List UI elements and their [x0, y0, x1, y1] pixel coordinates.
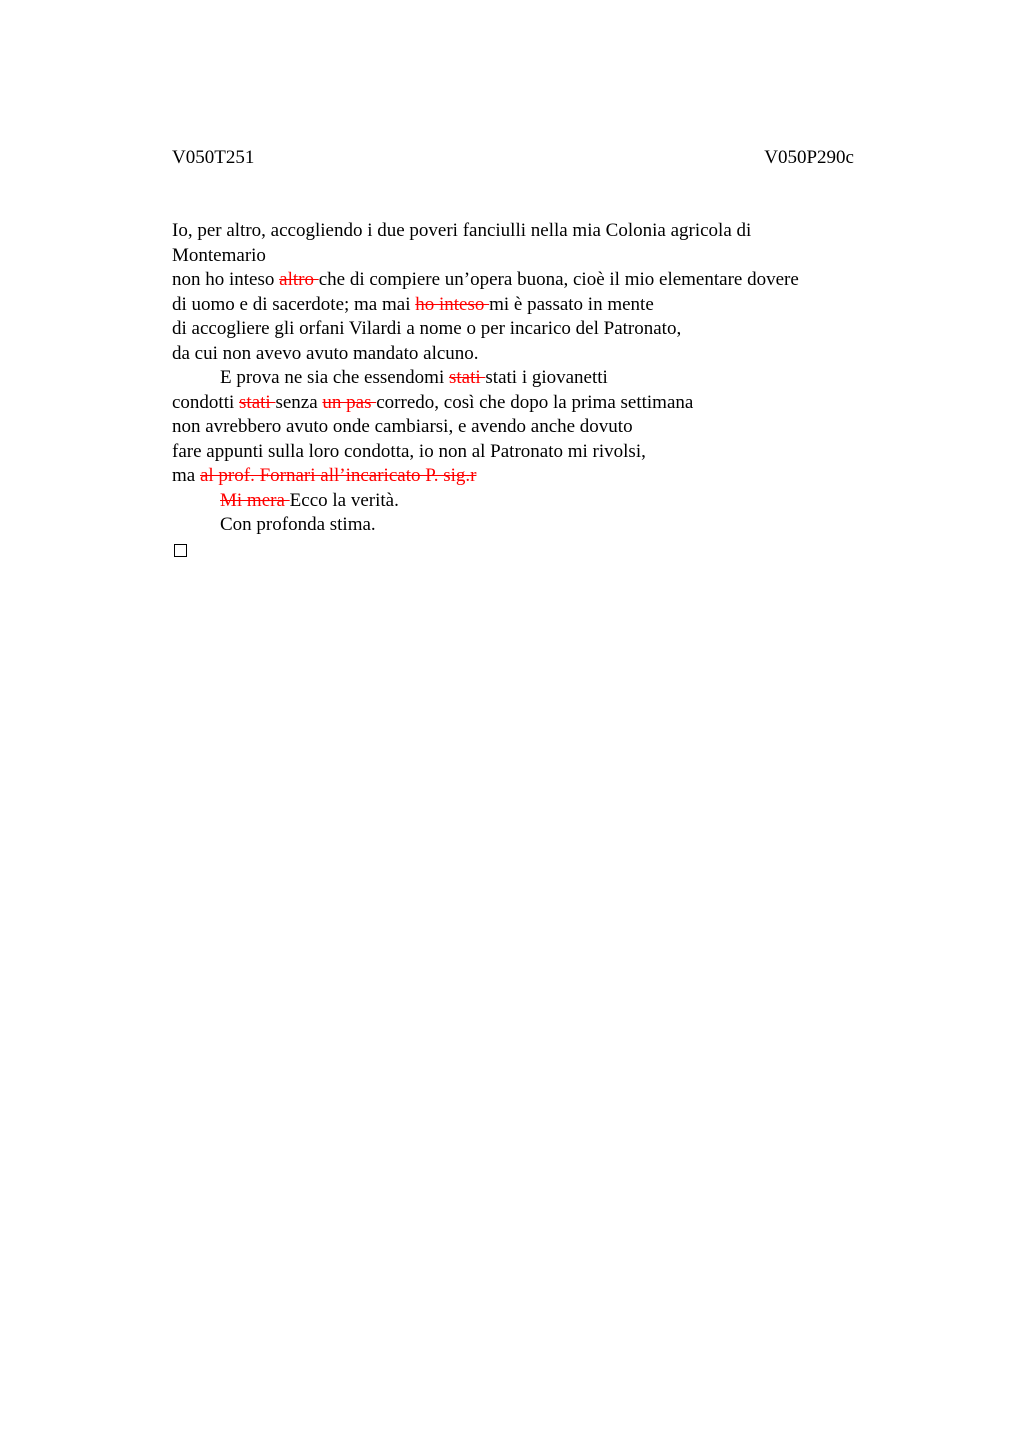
text-run: corredo, così che dopo la prima settimana — [376, 391, 694, 413]
document-code-right: V050P290c — [764, 147, 854, 168]
text-run: di uomo e di sacerdote; ma mai — [172, 293, 416, 315]
letter-body — [172, 219, 854, 557]
text-run: condotti — [172, 391, 240, 413]
text-run: fare appunti sulla loro condotta, io non al Patronato mi rivolsi, — [172, 440, 646, 462]
deleted-text: altro — [279, 269, 319, 290]
deleted-text: stati — [448, 367, 486, 388]
text-run: Io, per altro, accogliendo i due poveri fanciulli nella mia Colonia agricola di — [172, 220, 752, 241]
text-run: ma — [172, 465, 200, 486]
text-line — [172, 366, 854, 391]
deleted-text: stati — [239, 391, 276, 413]
text-run: senza — [275, 391, 323, 413]
text-line — [172, 489, 854, 514]
text-run: non ho inteso — [172, 269, 280, 290]
text-run: Ecco la verità. — [289, 489, 399, 511]
text-line — [172, 391, 854, 416]
text-line — [172, 219, 854, 244]
deleted-text: Mi mera — [220, 489, 290, 511]
text-run: da cui non avevo avuto mandato alcuno. — [172, 342, 479, 364]
page-header — [172, 146, 854, 170]
text-run: E prova ne sia che essendomi — [220, 367, 449, 388]
text-line — [172, 440, 854, 465]
text-run: non avrebbero avuto onde cambiarsi, e avendo anche dovuto — [172, 416, 633, 437]
text-line — [172, 244, 854, 269]
text-line — [172, 293, 854, 318]
document-code-left: V050T251 — [172, 147, 255, 168]
text-line — [172, 268, 854, 293]
closing-salutation: Con profonda stima. — [220, 514, 376, 535]
text-line — [172, 415, 854, 440]
text-line — [172, 464, 854, 489]
text-line — [172, 342, 854, 367]
text-run: mi è passato in mente — [489, 293, 654, 315]
text-run: che di compiere un’opera buona, cioè il mio elementare dovere — [318, 269, 799, 290]
text-run: stati i giovanetti — [485, 367, 608, 388]
deleted-text: al prof. Fornari all’incaricato P. sig.r — [199, 465, 477, 486]
checkbox-icon — [174, 544, 187, 557]
text-line — [172, 513, 854, 538]
text-line — [172, 317, 854, 342]
text-run: di accogliere gli orfani Vilardi a nome o per incarico del Patronato, — [172, 318, 682, 339]
text-run: Montemario — [172, 244, 266, 266]
deleted-text: un pas — [322, 391, 377, 413]
deleted-text: ho inteso — [415, 293, 490, 315]
